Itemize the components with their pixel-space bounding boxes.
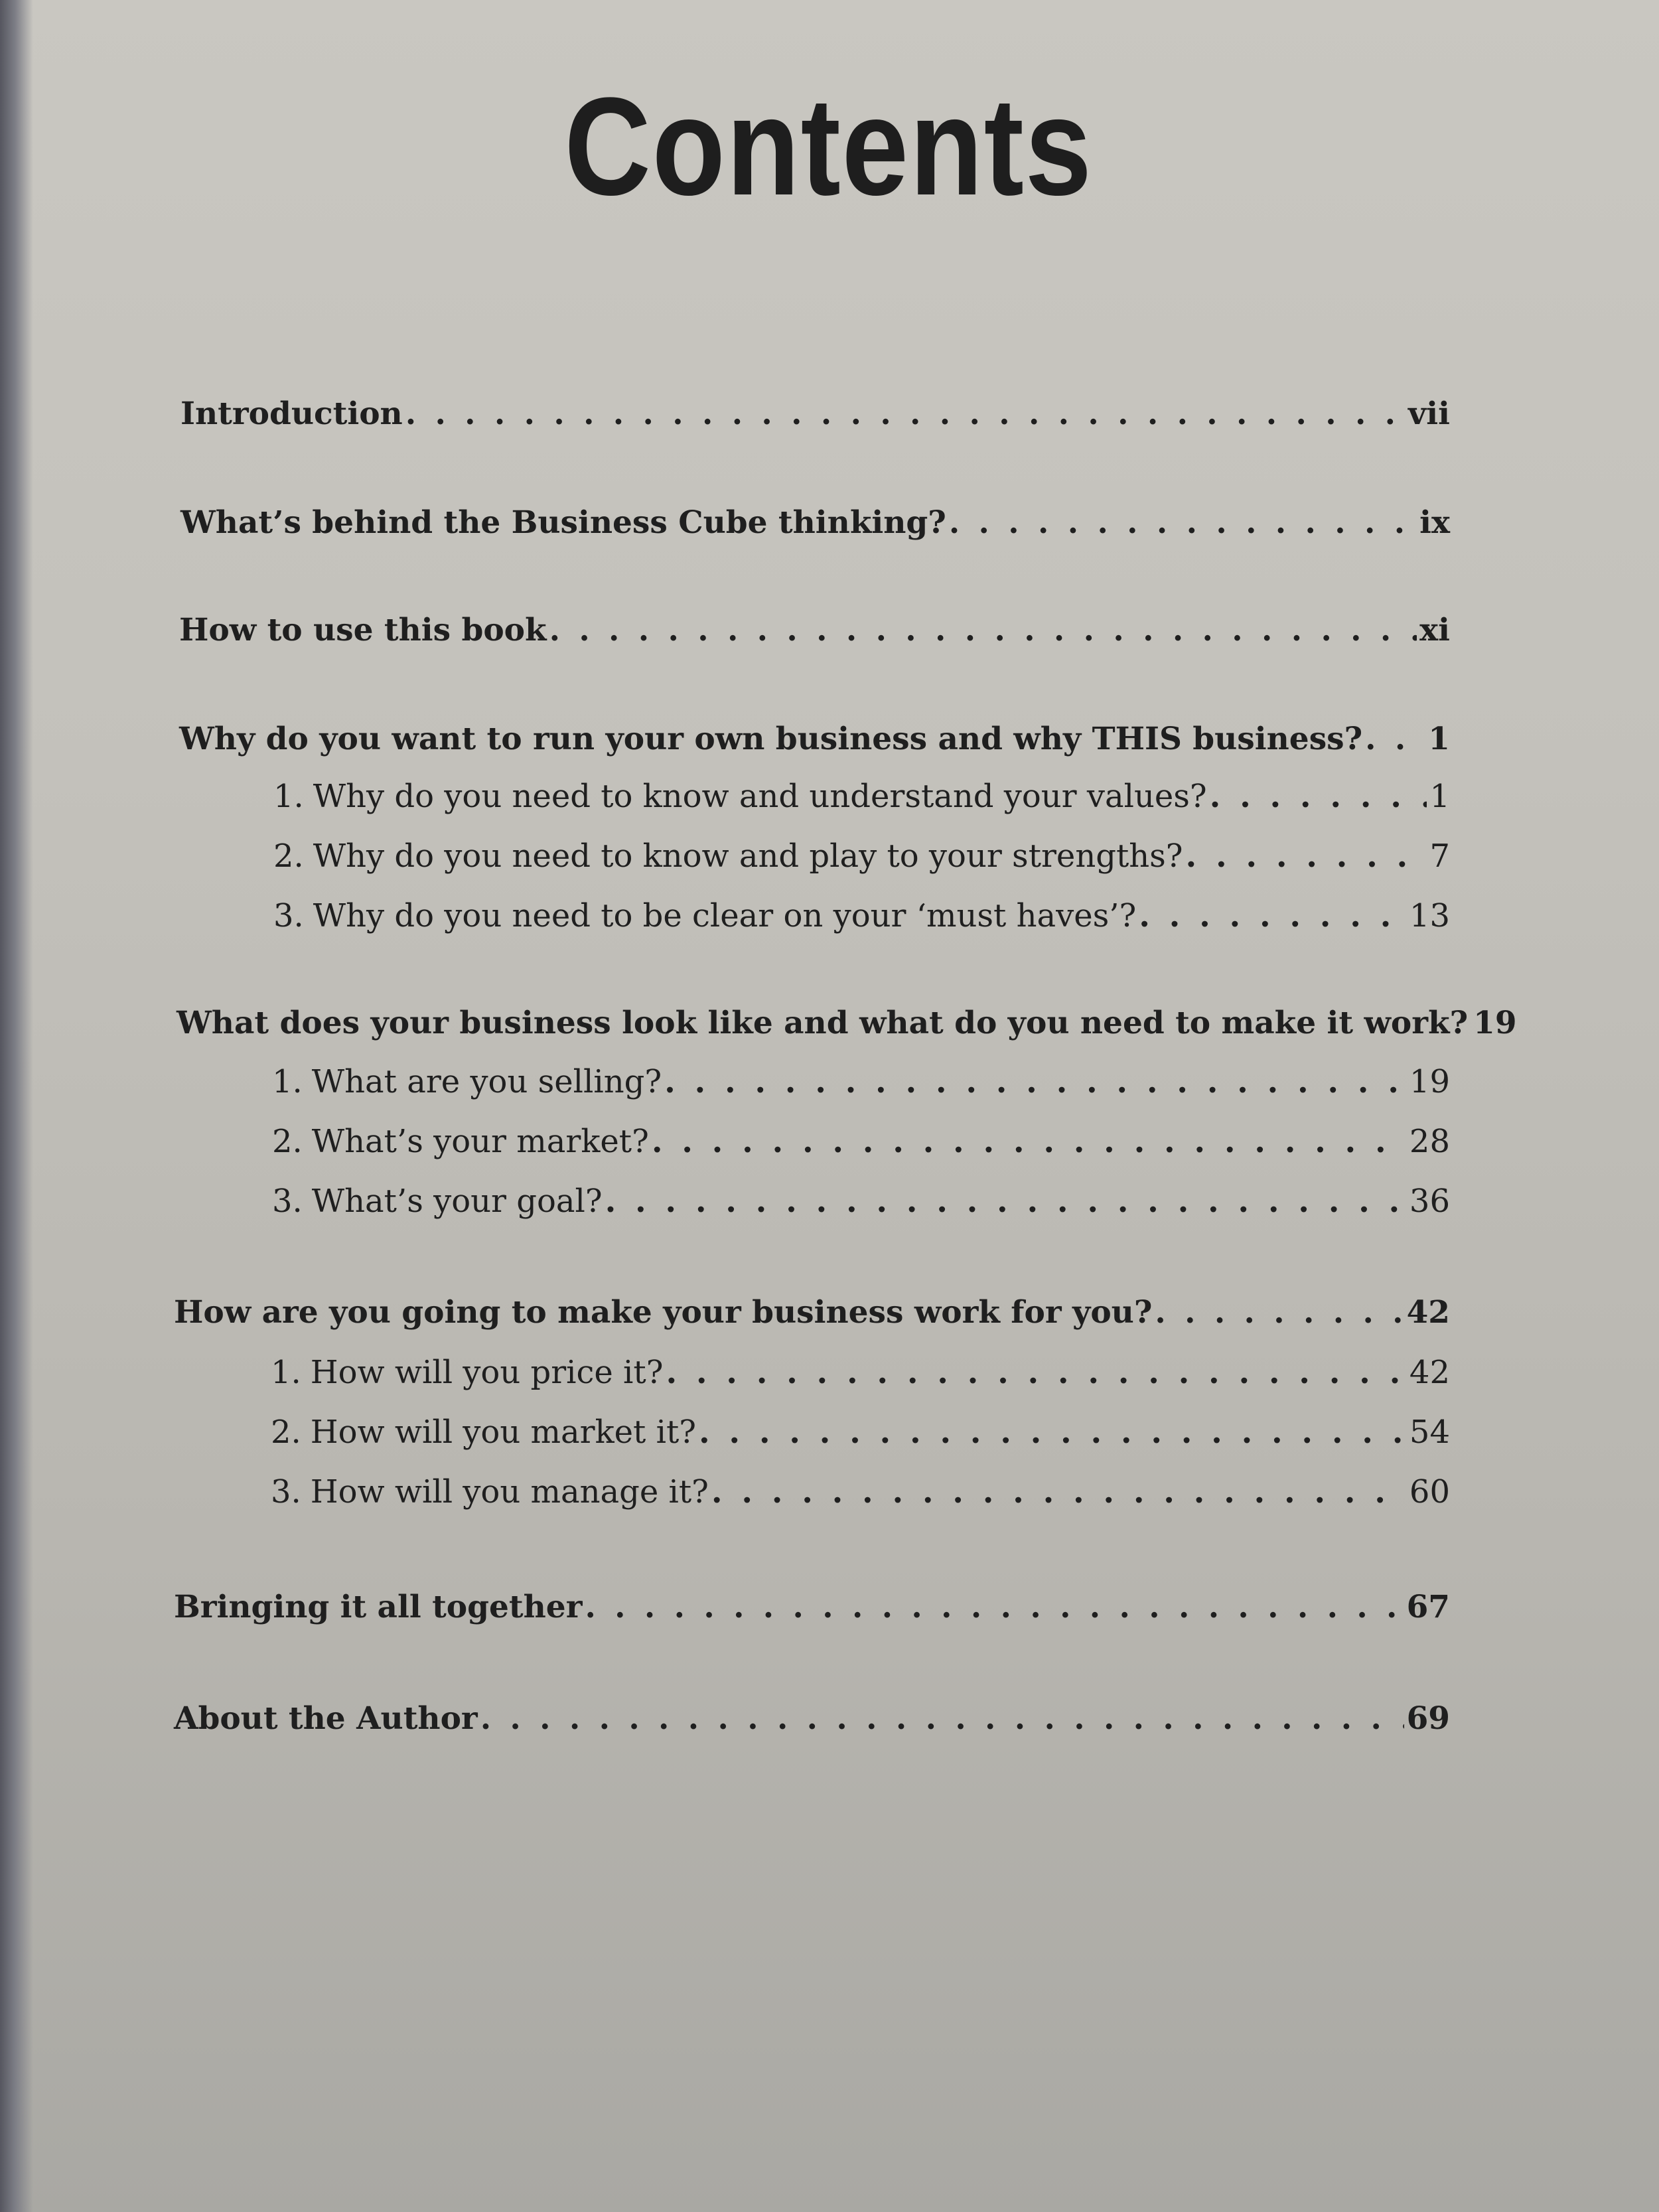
toc-page-number: 7 xyxy=(1429,838,1450,875)
toc-item-label: What’s your market? xyxy=(311,1123,649,1160)
dot-leader xyxy=(1155,1294,1404,1331)
toc-page-number: 42 xyxy=(1406,1294,1450,1331)
dot-leader xyxy=(711,1473,1407,1511)
toc-item-number: 2. xyxy=(271,1414,301,1451)
toc-subentry xyxy=(272,1183,1450,1220)
dot-leader xyxy=(664,1063,1407,1100)
toc-page-number: 13 xyxy=(1409,897,1450,934)
dot-leader xyxy=(585,1589,1404,1625)
toc-page-number: 67 xyxy=(1406,1589,1450,1625)
toc-item-number: 3. xyxy=(272,1183,303,1220)
toc-entry-label xyxy=(271,1414,696,1451)
toc-subentry xyxy=(271,1473,1450,1511)
toc-item-label: What’s your goal? xyxy=(311,1183,603,1220)
toc-entry-label xyxy=(272,1123,649,1160)
toc-item-label: How will you price it? xyxy=(310,1354,664,1391)
toc-entry-label: Introduction xyxy=(180,396,403,432)
dot-leader xyxy=(1210,778,1427,815)
dot-leader xyxy=(949,504,1417,541)
toc-item-label: How will you manage it? xyxy=(310,1473,709,1511)
toc-item-number: 1. xyxy=(271,1354,301,1391)
dot-leader xyxy=(480,1700,1404,1737)
toc-page-number: 36 xyxy=(1409,1183,1450,1220)
toc-item-number: 3. xyxy=(273,897,304,934)
toc-entry-label xyxy=(273,897,1136,934)
toc-item-number: 3. xyxy=(271,1473,301,1511)
toc-item-number: 2. xyxy=(273,838,304,875)
toc-entry-why-section xyxy=(179,721,1450,757)
toc-subentry xyxy=(272,1063,1450,1100)
toc-entry-label xyxy=(271,1473,709,1511)
toc-item-label: Why do you need to be clear on your ‘must haves’? xyxy=(313,897,1137,934)
toc-item-number: 1. xyxy=(272,1063,303,1100)
toc-subentry xyxy=(271,1414,1450,1451)
toc-entry-label: What’s behind the Business Cube thinking? xyxy=(180,504,946,541)
toc-page-number: 42 xyxy=(1409,1354,1450,1391)
toc-item-number: 2. xyxy=(272,1123,303,1160)
toc-item-label: Why do you need to know and play to your strengths? xyxy=(313,838,1183,875)
dot-leader xyxy=(1365,721,1425,757)
toc-entry-how-to-use xyxy=(179,612,1450,648)
toc-page-number: 60 xyxy=(1409,1473,1450,1511)
dot-leader xyxy=(1186,838,1427,875)
toc-entry-label xyxy=(273,778,1207,815)
toc-entry-label xyxy=(271,1354,663,1391)
toc-entry-what-section xyxy=(177,1005,1517,1041)
dot-leader xyxy=(405,396,1406,432)
toc-subentry xyxy=(271,1354,1450,1391)
toc-page-number: vii xyxy=(1407,396,1450,432)
toc-entry-label: How are you going to make your business work for you? xyxy=(174,1294,1153,1331)
dot-leader xyxy=(652,1123,1407,1160)
toc-page-number: 19 xyxy=(1473,1005,1517,1041)
toc-entry-about-author xyxy=(174,1700,1450,1737)
toc-entry-label: Why do you want to run your own business and why THIS business? xyxy=(179,721,1363,757)
toc-page-number: 1 xyxy=(1428,721,1450,757)
toc-page-number: 28 xyxy=(1409,1123,1450,1160)
toc-subentry xyxy=(273,838,1450,875)
toc-entry-label: Bringing it all together xyxy=(174,1589,583,1625)
toc-entry-label: What does your business look like and what do you need to make it work? xyxy=(177,1005,1469,1041)
toc-entry-label: How to use this book xyxy=(179,612,547,648)
toc-subentry xyxy=(273,897,1450,934)
toc-entry-label xyxy=(272,1183,603,1220)
dot-leader xyxy=(666,1354,1406,1391)
dot-leader xyxy=(605,1183,1407,1220)
toc-entry-introduction xyxy=(180,396,1450,432)
toc-page-number: 69 xyxy=(1406,1700,1450,1737)
toc-page-number: xi xyxy=(1419,612,1450,648)
toc-item-label: Why do you need to know and understand your values? xyxy=(313,778,1207,815)
toc-entry-how-section xyxy=(174,1294,1450,1331)
toc-item-label: What are you selling? xyxy=(311,1063,662,1100)
toc-subentry xyxy=(273,778,1450,815)
dot-leader xyxy=(1139,897,1407,934)
toc-entry-business-cube xyxy=(180,504,1450,541)
toc-item-number: 1. xyxy=(273,778,304,815)
dot-leader xyxy=(699,1414,1407,1451)
toc-page-number: ix xyxy=(1419,504,1450,541)
toc-page-number: 19 xyxy=(1409,1063,1450,1100)
toc-entry-label: About the Author xyxy=(174,1700,478,1737)
toc-entry-label xyxy=(272,1063,662,1100)
toc-page-number: 54 xyxy=(1409,1414,1450,1451)
page-title: Contents xyxy=(564,68,1093,224)
toc-page-number: 1 xyxy=(1429,778,1450,815)
toc-item-label: How will you market it? xyxy=(310,1414,696,1451)
dot-leader xyxy=(549,612,1417,648)
toc-entry-label xyxy=(273,838,1183,875)
toc-entry-bringing-together xyxy=(174,1589,1450,1625)
toc-subentry xyxy=(272,1123,1450,1160)
